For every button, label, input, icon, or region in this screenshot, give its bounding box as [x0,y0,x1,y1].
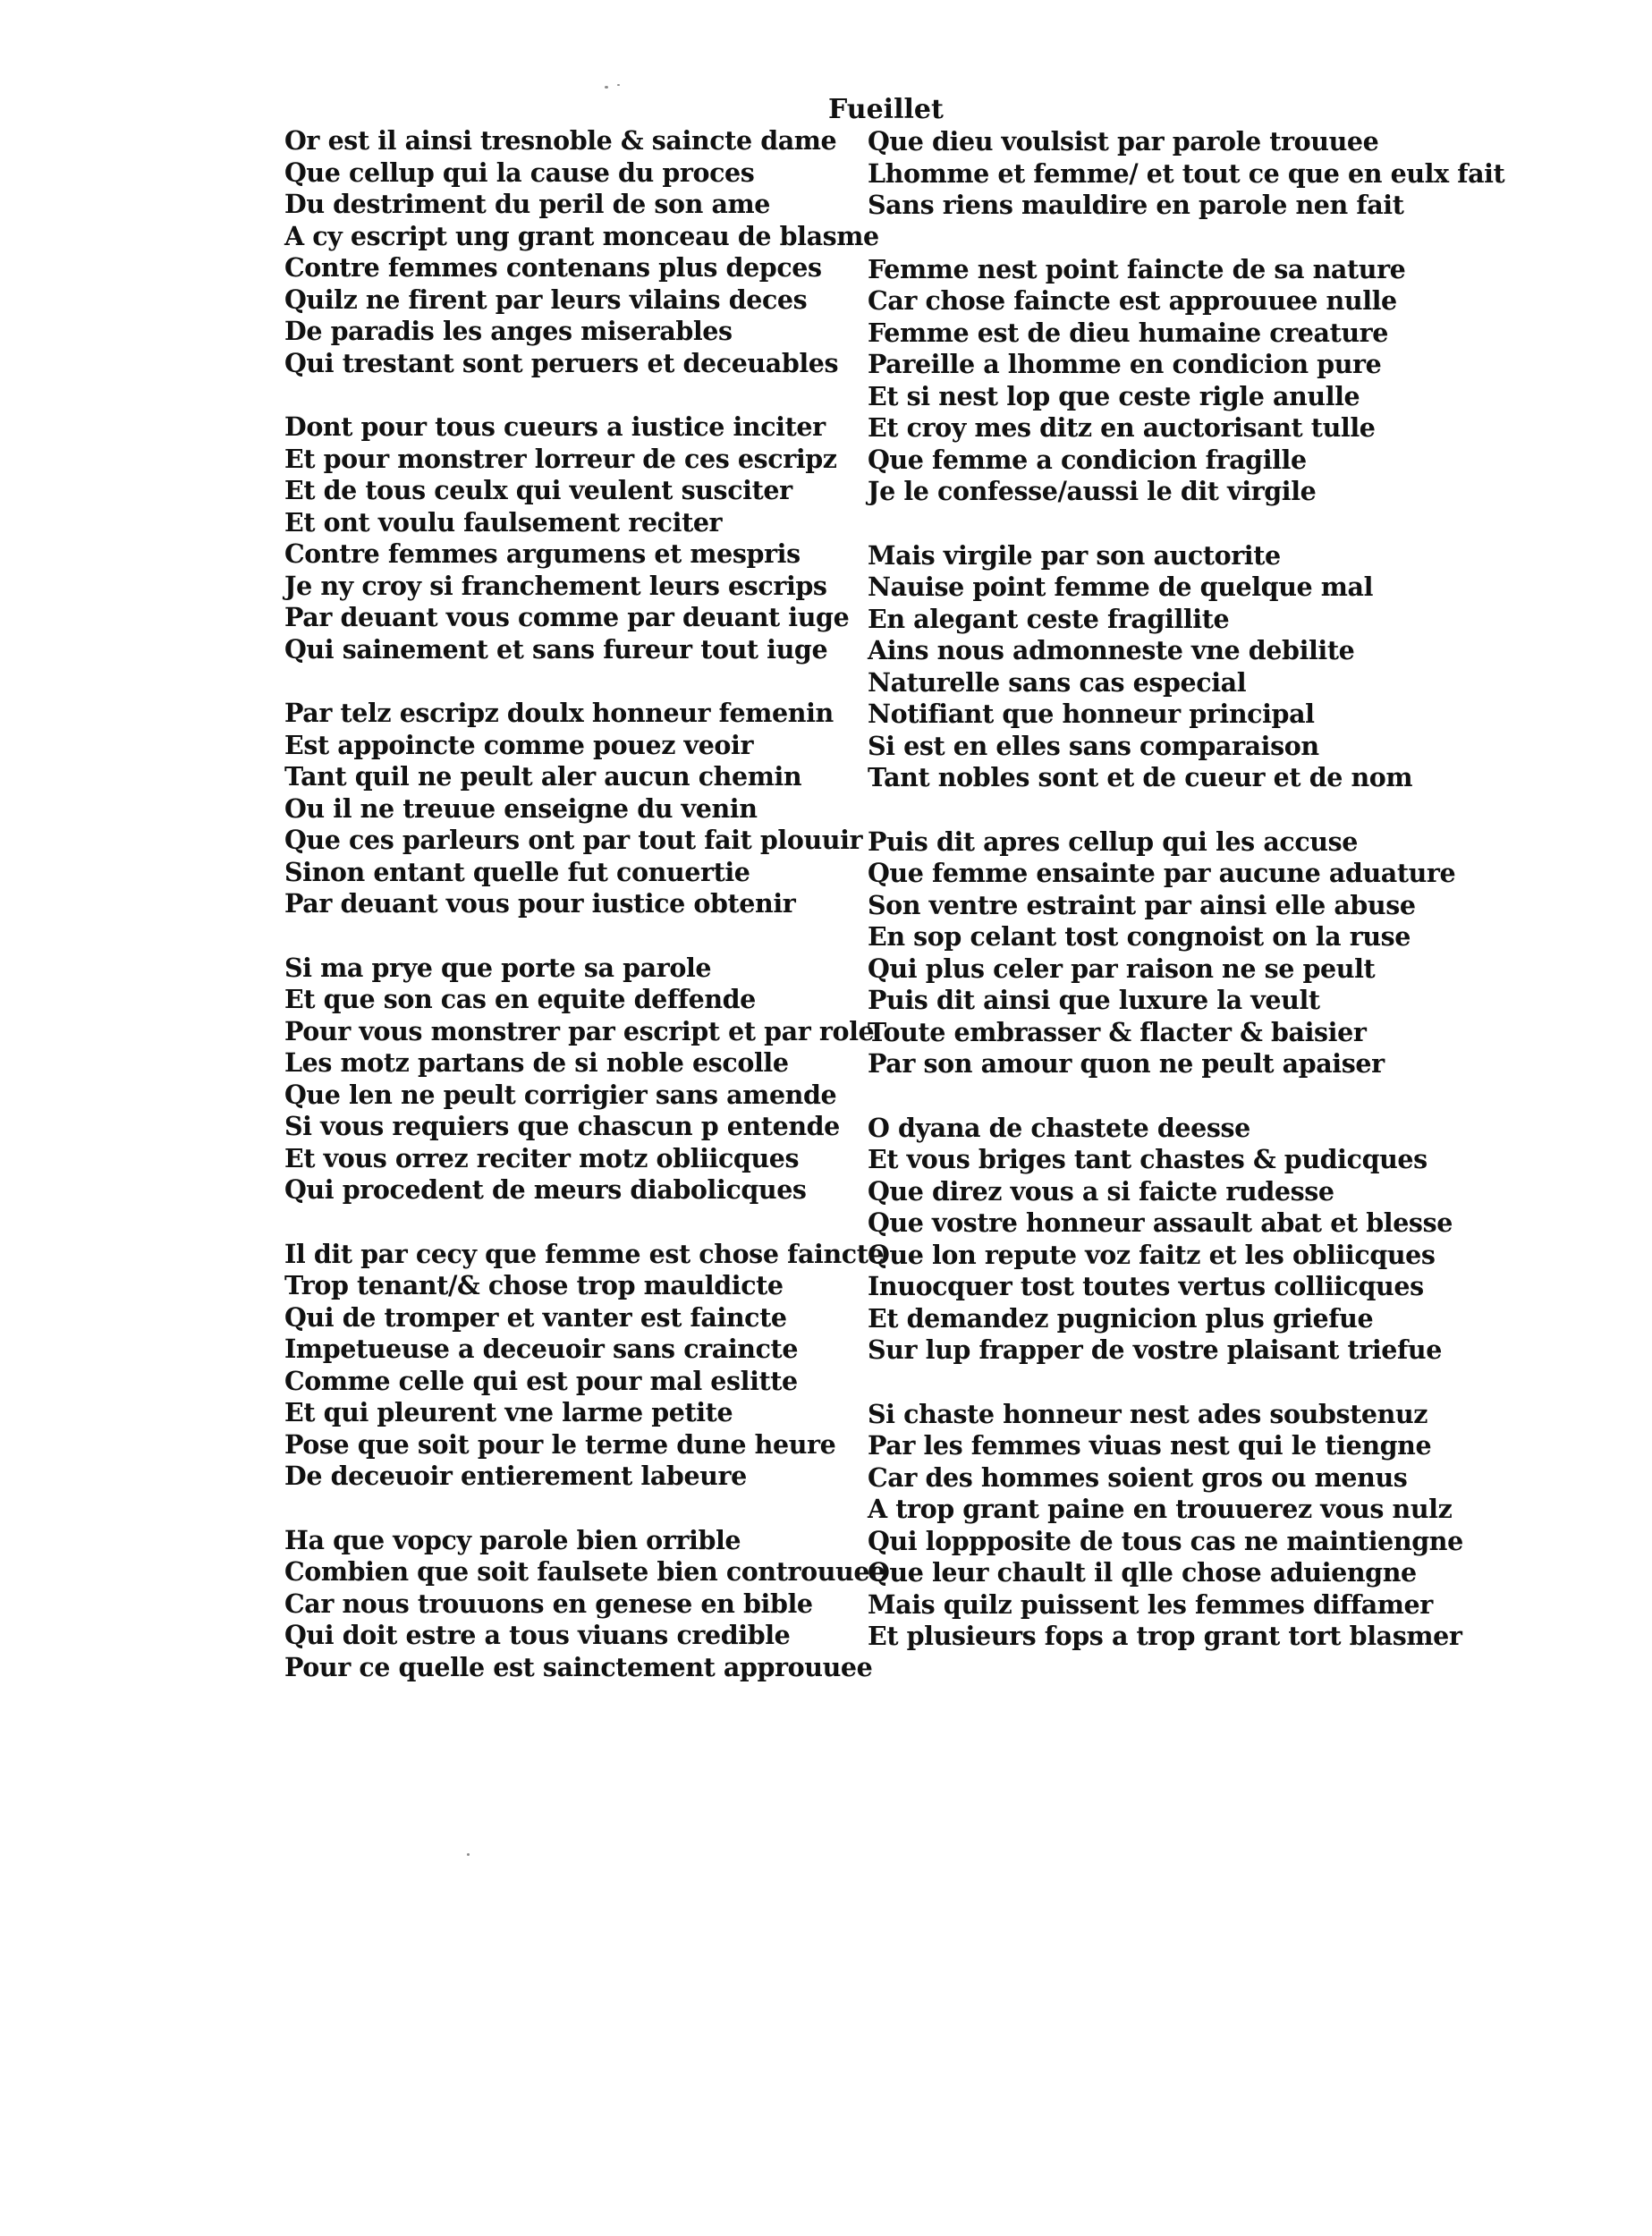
stanza [830,540,1474,794]
verse-line: Et si nest lop que ceste rigle anulle [868,380,1360,411]
verse-line: Sinon entant quelle fut conuertie [284,856,750,887]
verse-line: Ha que vopcy parole bien orrible [284,1524,741,1555]
verse-line: Et qui pleurent vne larme petite [284,1397,733,1427]
verse-line: Quilz ne firent par leurs vilains deces [284,284,808,315]
verse-line: Et pour monstrer lorreur de ces escripz [284,443,837,474]
verse-line: Pour vous monstrer par escript et par role [284,1015,875,1046]
verse-line: Mais virgile par son auctorite [868,539,1281,571]
verse-line: Que direz vous a si faicte rudesse [868,1175,1334,1207]
verse-line: Nauise point femme de quelque mal [868,572,1374,602]
verse-line: Je le confesse/aussi le dit virgile [868,476,1317,506]
verse-line: Et plusieurs fops a trop grant tort blasmer [868,1621,1462,1651]
verse-line: Par deuant vous pour iustice obtenir [284,888,796,919]
verse-line: Est appoincte comme pouez veoir [284,729,754,760]
verse-line: Sans riens mauldire en parole nen fait [868,190,1404,220]
verse-line: Dont pour tous cueurs a iustice inciter [284,411,826,442]
verse-line: Comme celle qui est pour mal eslitte [284,1365,798,1396]
verse-line: Notifiant que honneur principal [868,699,1315,729]
verse-line: Qui de tromper et vanter est faincte [284,1301,787,1333]
verse-line: Tant nobles sont et de cueur et de nom [868,762,1413,792]
verse-line: Femme est de dieu humaine creature [868,317,1389,348]
verse-line: Mais quilz puissent les femmes diffamer [868,1588,1433,1620]
verse-line: Que leur chault il qlle chose aduiengne [868,1557,1417,1588]
verse-line: Femme nest point faincte de sa nature [868,253,1406,284]
verse-line: En alegant ceste fragillite [868,603,1230,634]
verse-line: Par les femmes viuas nest qui le tiengne [868,1430,1432,1461]
verse-line: Lhomme et femme/ et tout ce que en eulx fait [868,157,1505,189]
verse-line: Pareille a lhomme en condicion pure [868,349,1382,379]
verse-line: Je ny croy si franchement leurs escrips [284,570,827,601]
verse-line: En sop celant tost congnoist on la ruse [868,921,1411,952]
verse-line: Et vous briges tant chastes & pudicques [868,1144,1427,1174]
verse-line: Si ma prye que porte sa parole [284,952,712,983]
verse-line: De deceuoir entierement labeure [284,1461,747,1491]
verse-line: O dyana de chastete deesse [868,1112,1250,1143]
verse-line: Si vous requiers que chascun p entende [284,1111,840,1141]
verse-line: Inuocquer tost toutes vertus colliicques [868,1271,1424,1301]
verse-line: Contre femmes argumens et mespris [284,538,801,569]
verse-line: Qui trestant sont peruers et deceuables [284,347,839,378]
verse-line: Que ces parleurs ont par tout fait plouuir [284,825,863,855]
verse-line: Que cellup qui la cause du proces [284,157,755,188]
verse-line: Contre femmes contenans plus depces [284,252,822,283]
ink-speck [605,86,608,89]
verse-line: Impetueuse a deceuoir sans craincte [284,1334,799,1364]
verse-line: Les motz partans de si noble escolle [284,1047,789,1078]
verse-line: Que lon repute voz faitz et les obliicques [868,1239,1436,1270]
verse-line: Puis dit apres cellup qui les accuse [868,826,1359,857]
verse-line: Qui loppposite de tous cas ne maintiengne [868,1525,1463,1556]
verse-line: Toute embrasser & flacter & baisier [868,1016,1367,1047]
ink-speck [467,1853,470,1856]
verse-line: Et demandez pugnicion plus griefue [868,1302,1374,1334]
right-column [828,94,1505,1653]
verse-line: Pose que soit pour le terme dune heure [284,1428,836,1460]
running-headword: Fueillet [828,94,944,125]
verse-line: Que len ne peult corrigier sans amende [284,1079,837,1110]
stanza [830,126,1505,222]
stanza [830,1399,1474,1653]
verse-line: Et croy mes ditz en auctorisant tulle [868,412,1376,443]
verse-line: Naturelle sans cas especial [868,666,1247,698]
verse-line: Et ont voulu faulsement reciter [284,506,723,538]
verse-line: Par son amour quon ne peult apaiser [868,1048,1385,1079]
verse-line: Car nous trouuons en genese en bible [284,1588,813,1619]
verse-line: Qui sainement et sans fureur tout iuge [284,633,828,665]
verse-line: Ains nous admonneste vne debilite [868,635,1355,665]
verse-line: A cy escript ung grant monceau de blasme [284,220,879,251]
verse-line: Son ventre estraint par ainsi elle abuse [868,889,1416,920]
verse-line: Si est en elles sans comparaison [868,730,1319,761]
verse-line: Et vous orrez reciter motz obliicques [284,1142,800,1173]
verse-line: Que vostre honneur assault abat et blesse [868,1207,1453,1238]
verse-line: Qui plus celer par raison ne se peult [868,953,1376,984]
verse-line: Sur lup frapper de vostre plaisant triefue [868,1334,1442,1365]
verse-line: Que femme ensainte par aucune aduature [868,858,1456,888]
verse-line: Qui procedent de meurs diabolicques [284,1174,807,1205]
verse-line: Pour ce quelle est sainctement approuuee [284,1651,873,1682]
verse-line: Et que son cas en equite deffende [284,984,756,1014]
ink-speck [617,84,620,86]
verse-line: Que femme a condicion fragille [868,444,1307,475]
verse-line: Il dit par cecy que femme est chose faincte [284,1238,885,1269]
verse-line: Qui doit estre a tous viuans credible [284,1620,791,1650]
verse-line: Et de tous ceulx qui veulent susciter [284,475,792,505]
verse-line: Si chaste honneur nest ades soubstenuz [868,1398,1428,1429]
verse-line: Par telz escripz doulx honneur femenin [284,698,834,728]
verse-line: De paradis les anges miserables [284,316,733,346]
verse-line: Ou il ne treuue enseigne du venin [284,792,758,824]
verse-line: Trop tenant/& chose trop mauldicte [284,1270,784,1300]
verse-line: Combien que soit faulsete bien controuuee [284,1556,885,1587]
verse-line: Car chose faincte est approuuee nulle [868,285,1397,316]
stanza [830,254,1474,508]
stanza [830,826,1474,1080]
verse-line: Du destriment du peril de son ame [284,189,771,219]
verse-line: Tant quil ne peult aler aucun chemin [284,761,802,792]
stanza [830,1113,1474,1367]
verse-line: Par deuant vous comme par deuant iuge [284,602,850,632]
verse-line: A trop grant paine en trouuerez vous nulz [868,1494,1453,1524]
verse-line: Car des hommes soient gros ou menus [868,1461,1408,1493]
verse-line: Or est il ainsi tresnoble & saincte dame [284,125,837,156]
verse-line: Que dieu voulsist par parole trouuee [868,126,1379,157]
verse-line: Puis dit ainsi que luxure la veult [868,985,1320,1015]
